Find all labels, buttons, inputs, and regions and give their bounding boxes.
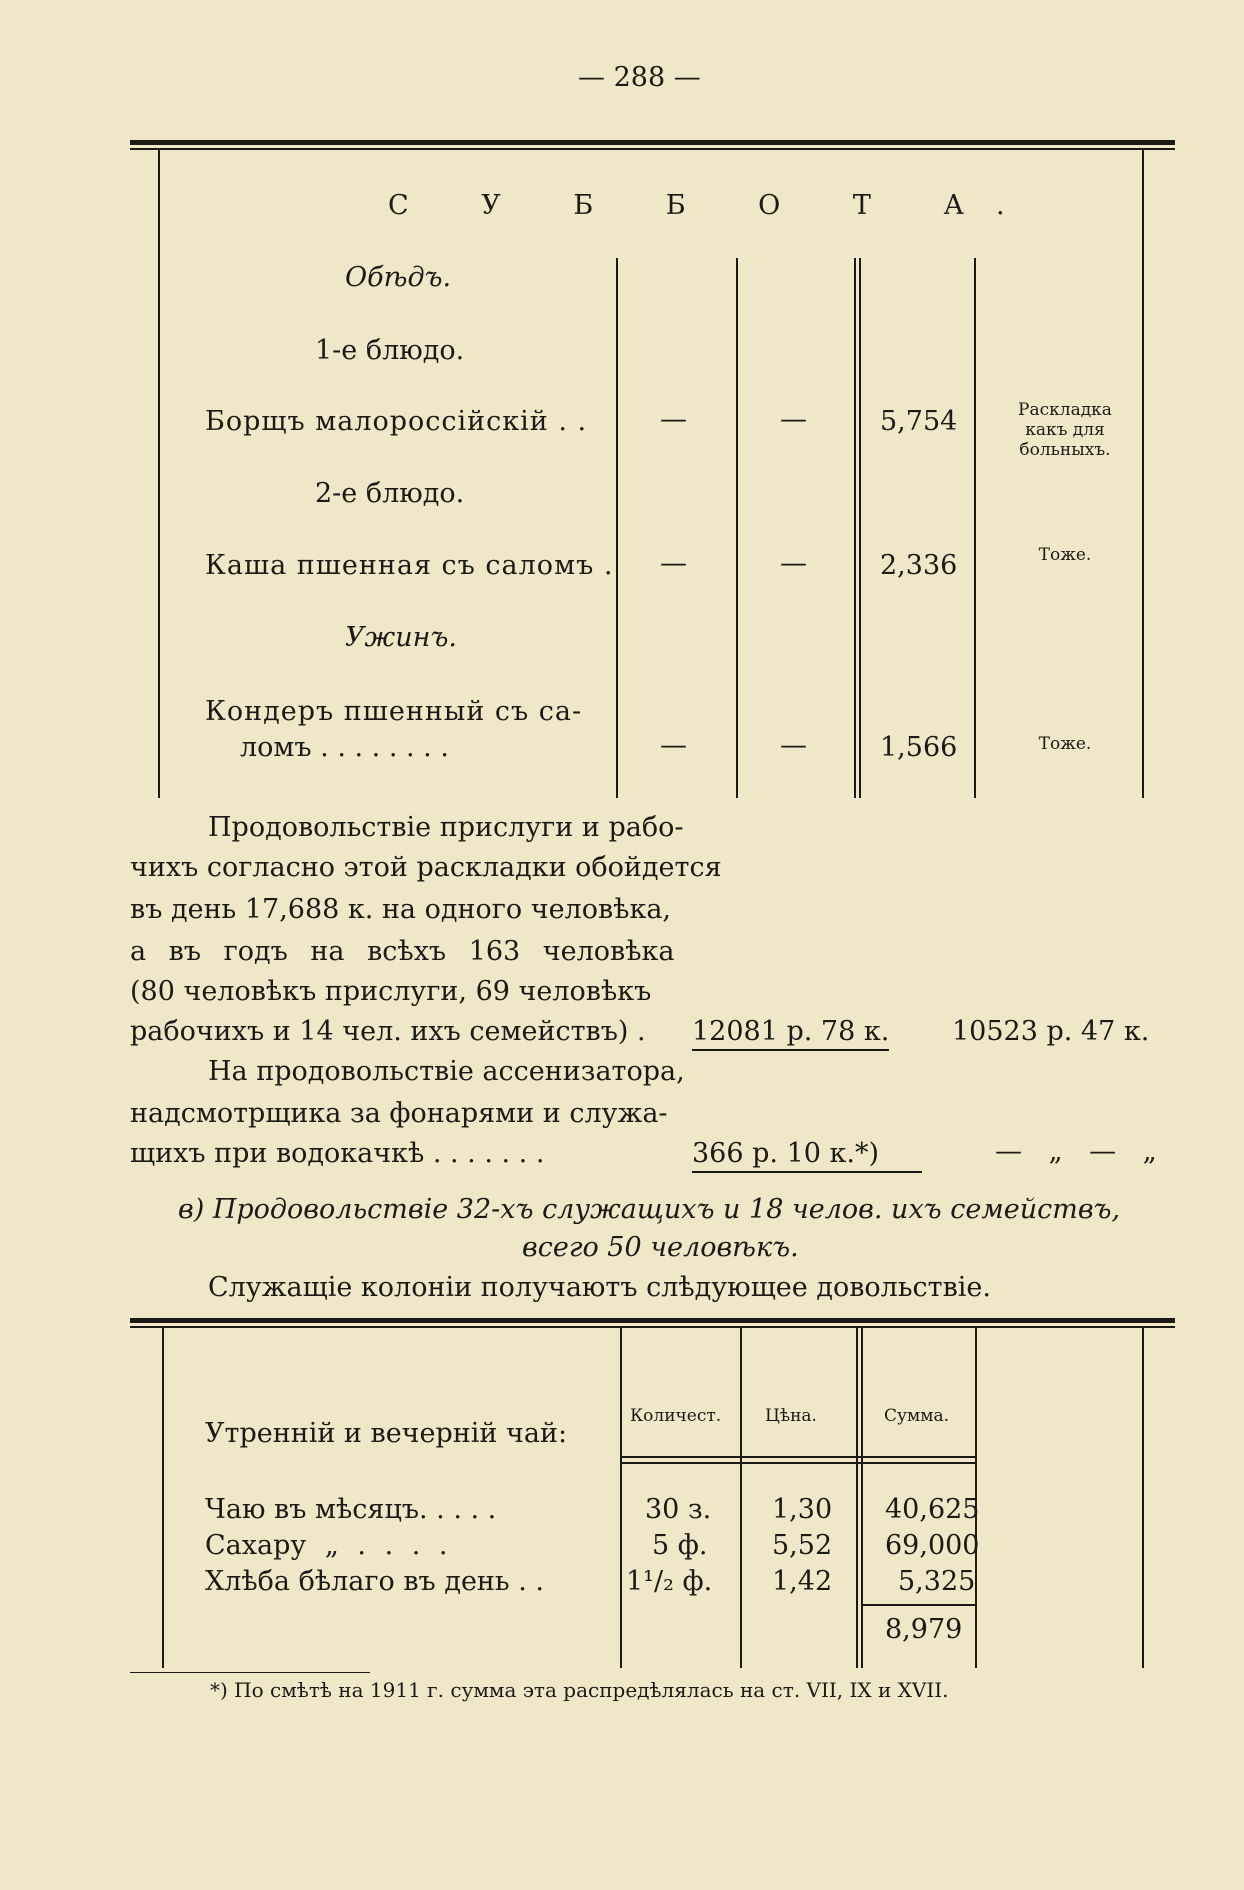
para2-line2: надсмотрщика за фонарями и служа- bbox=[130, 1098, 668, 1129]
row1-col2: — bbox=[780, 404, 807, 435]
table2-row2-name: Сахару „ . . . . bbox=[205, 1530, 448, 1561]
table2-row3-sum: 5,325 bbox=[898, 1566, 976, 1597]
table2-row3-qty: 1¹/₂ ф. bbox=[626, 1566, 713, 1597]
course1-label: 1-е блюдо. bbox=[315, 335, 465, 366]
table1-col-rule-2 bbox=[736, 258, 738, 798]
row2-col1: — bbox=[660, 548, 687, 579]
table2-total-rule bbox=[861, 1604, 975, 1606]
row1-col1: — bbox=[660, 404, 687, 435]
table2-top-rule-thin bbox=[130, 1326, 1175, 1328]
para2-line1: На продовольствіе ассенизатора, bbox=[208, 1056, 685, 1087]
para1-sum2: 10523 р. 47 к. bbox=[952, 1016, 1150, 1047]
row3-value: 1,566 bbox=[880, 732, 958, 763]
table2-row3-price: 1,42 bbox=[772, 1566, 833, 1597]
table1-col-rule-3 bbox=[854, 258, 856, 798]
table2-row1-qty: 30 з. bbox=[645, 1494, 712, 1525]
para2-sum1: 366 р. 10 к.*) bbox=[692, 1138, 922, 1173]
para1-line3: въ день 17,688 к. на одного человѣка, bbox=[130, 894, 672, 925]
table2-right-border bbox=[1142, 1328, 1144, 1668]
para1-line2: чихъ согласно этой раскладки обойдется bbox=[130, 852, 722, 883]
table2-col-sum-header: Сумма. bbox=[884, 1406, 949, 1426]
table2-top-rule bbox=[130, 1318, 1175, 1323]
para1-line5: (80 человѣкъ прислуги, 69 человѣкъ bbox=[130, 976, 652, 1007]
table2-col-price-header: Цѣна. bbox=[765, 1406, 817, 1426]
table2-col-rule-3 bbox=[856, 1328, 858, 1668]
row1-value: 5,754 bbox=[880, 406, 958, 437]
table2-row1-sum: 40,625 bbox=[885, 1494, 980, 1525]
table2-col-qty-header: Количест. bbox=[630, 1406, 722, 1426]
row3-col2: — bbox=[780, 730, 807, 761]
table2-col-rule-1 bbox=[620, 1328, 622, 1668]
row3-col1: — bbox=[660, 730, 687, 761]
top-rule-thin bbox=[130, 148, 1175, 150]
table2-header-rule-2 bbox=[620, 1462, 975, 1464]
row1-name: Борщъ малороссійскій . . bbox=[205, 406, 588, 437]
row2-note: Тоже. bbox=[1038, 545, 1092, 565]
table2-row3-name: Хлѣба бѣлаго въ день . . bbox=[205, 1566, 544, 1597]
dinner-label: Обѣдъ. bbox=[345, 262, 452, 293]
para2-line3: щихъ при водокачкѣ . . . . . . . bbox=[130, 1138, 545, 1169]
table2-header-label: Утренній и вечерній чай: bbox=[205, 1418, 568, 1449]
section-v-line2: всего 50 человѣкъ. bbox=[522, 1232, 799, 1263]
para1-line1: Продовольствіе прислуги и рабо- bbox=[208, 812, 684, 843]
para1-sum1: 12081 р. 78 к. bbox=[692, 1016, 889, 1051]
table1-left-border bbox=[158, 150, 160, 798]
table2-left-border bbox=[162, 1328, 164, 1668]
table2-row1-name: Чаю въ мѣсяцъ. . . . . bbox=[205, 1494, 497, 1525]
course2-label: 2-е блюдо. bbox=[315, 478, 465, 509]
table2-row2-sum: 69,000 bbox=[885, 1530, 980, 1561]
table1-col-rule-4 bbox=[974, 258, 976, 798]
footnote-rule bbox=[130, 1672, 370, 1673]
table2-total: 8,979 bbox=[885, 1614, 963, 1645]
row2-name: Каша пшенная съ саломъ . bbox=[205, 550, 614, 581]
table2-col-rule-3b bbox=[861, 1328, 863, 1668]
table2-row1-price: 1,30 bbox=[772, 1494, 833, 1525]
row3-note: Тоже. bbox=[1038, 734, 1092, 754]
table2-col-rule-2 bbox=[740, 1328, 742, 1668]
table2-row2-price: 5,52 bbox=[772, 1530, 833, 1561]
row1-note: Раскладка какъ для больныхъ. bbox=[1018, 400, 1112, 460]
para2-sum2: — „ — „ bbox=[995, 1136, 1157, 1167]
footnote: *) По смѣтѣ на 1911 г. сумма эта распредѣлялась на ст. VII, IX и XVII. bbox=[210, 1678, 949, 1702]
table2-row2-qty: 5 ф. bbox=[652, 1530, 708, 1561]
row2-col2: — bbox=[780, 548, 807, 579]
table1-col-rule-3b bbox=[859, 258, 861, 798]
table2-header-rule bbox=[620, 1456, 975, 1458]
section-v-line1: в) Продовольствіе 32-хъ служащихъ и 18 челов. ихъ семействъ, bbox=[178, 1194, 1121, 1225]
row3-name-line2: ломъ . . . . . . . . bbox=[240, 732, 449, 763]
table1-col-rule-1 bbox=[616, 258, 618, 798]
row3-name-line1: Кондеръ пшенный съ са- bbox=[205, 696, 583, 727]
row2-value: 2,336 bbox=[880, 550, 958, 581]
para1-line6: рабочихъ и 14 чел. ихъ семействъ) . bbox=[130, 1016, 646, 1047]
top-rule bbox=[130, 140, 1175, 145]
table1-right-border bbox=[1142, 150, 1144, 798]
para1-line4: а въ годъ на всѣхъ 163 человѣка bbox=[130, 936, 675, 967]
page-number: — 288 — bbox=[578, 62, 701, 93]
intro-line: Служащіе колоніи получаютъ слѣдующее довольствіе. bbox=[208, 1272, 991, 1303]
day-title: С У Б Б О Т А. bbox=[388, 190, 1037, 221]
supper-label: Ужинъ. bbox=[345, 622, 457, 653]
